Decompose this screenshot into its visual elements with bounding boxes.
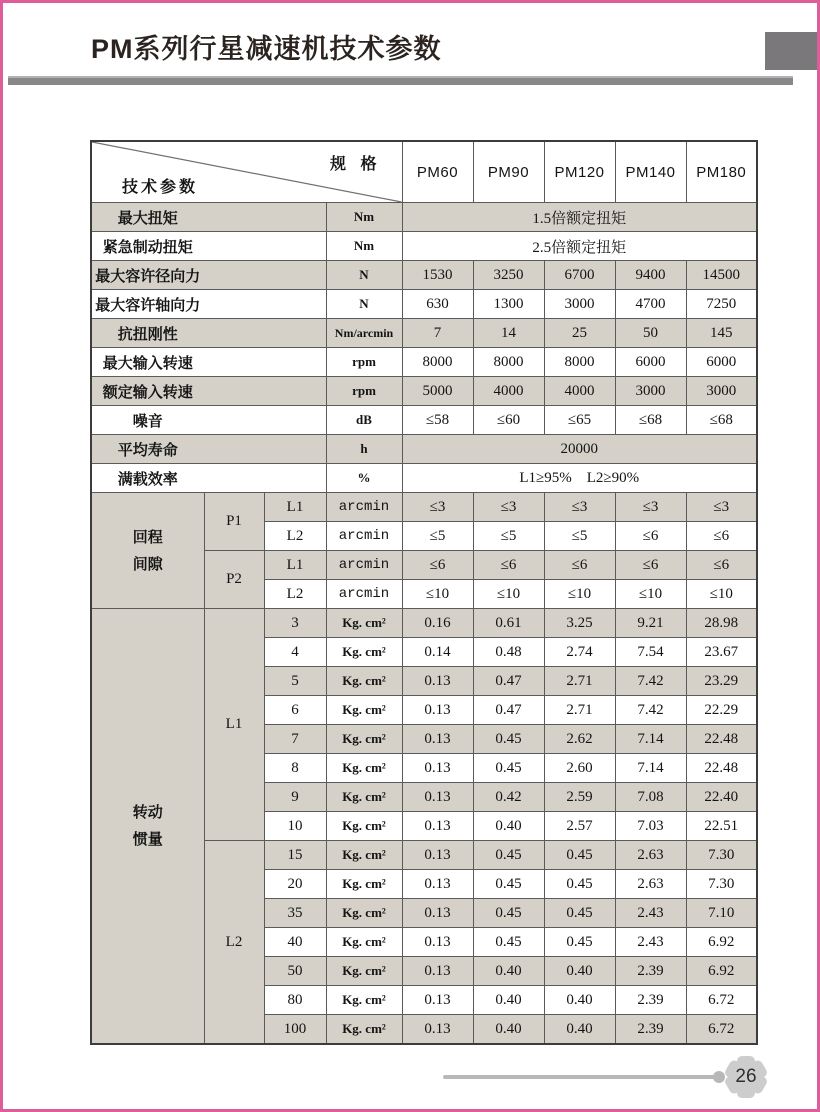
value-cell: 630 bbox=[402, 290, 473, 319]
section-label-inertia bbox=[91, 609, 204, 1045]
value-cell: 2.74 bbox=[544, 638, 615, 667]
value-cell: 2.60 bbox=[544, 754, 615, 783]
value-cell: 2.59 bbox=[544, 783, 615, 812]
table-row bbox=[91, 348, 757, 377]
unit-cell: Kg. cm² bbox=[326, 928, 402, 957]
value-cell: 6.92 bbox=[686, 928, 757, 957]
value-cell: 2.63 bbox=[615, 841, 686, 870]
value-cell: 3.25 bbox=[544, 609, 615, 638]
spec-table bbox=[90, 140, 758, 1045]
value-cell: 7.08 bbox=[615, 783, 686, 812]
table-row bbox=[91, 290, 757, 319]
row-label: 最大容许轴向力 bbox=[91, 290, 326, 319]
value-cell: 2.71 bbox=[544, 696, 615, 725]
value-cell: 7.54 bbox=[615, 638, 686, 667]
value-cell: 0.45 bbox=[544, 870, 615, 899]
table-row bbox=[91, 232, 757, 261]
grade-cell: P1 bbox=[204, 493, 264, 551]
value-cell: 3250 bbox=[473, 261, 544, 290]
unit-cell: Kg. cm² bbox=[326, 986, 402, 1015]
value-cell: ≤6 bbox=[402, 551, 473, 580]
value-cell: 0.45 bbox=[473, 841, 544, 870]
value-cell: 2.63 bbox=[615, 870, 686, 899]
ratio-cell: 50 bbox=[264, 957, 326, 986]
value-cell: 28.98 bbox=[686, 609, 757, 638]
grade-cell: L1 bbox=[204, 609, 264, 841]
stage-cell: L1 bbox=[264, 493, 326, 522]
table-row bbox=[91, 609, 757, 638]
model-header: PM120 bbox=[544, 141, 615, 203]
value-cell: ≤3 bbox=[402, 493, 473, 522]
value-cell: 22.48 bbox=[686, 725, 757, 754]
unit-cell: Kg. cm² bbox=[326, 812, 402, 841]
section-label-line: 间隙 bbox=[132, 555, 163, 573]
value-cell: 7 bbox=[402, 319, 473, 348]
value-cell: 0.13 bbox=[402, 986, 473, 1015]
unit-cell: Kg. cm² bbox=[326, 841, 402, 870]
table-row bbox=[91, 406, 757, 435]
value-cell: 6000 bbox=[686, 348, 757, 377]
diagonal-corner-cell bbox=[91, 141, 402, 203]
unit-cell: N bbox=[326, 261, 402, 290]
value-cell: L1≥95% L2≥90% bbox=[402, 464, 757, 493]
row-label: 紧急制动扭矩 bbox=[91, 232, 326, 261]
value-cell: 2.62 bbox=[544, 725, 615, 754]
value-cell: 6700 bbox=[544, 261, 615, 290]
value-cell: 7.42 bbox=[615, 667, 686, 696]
unit-cell: % bbox=[326, 464, 402, 493]
unit-cell: Kg. cm² bbox=[326, 667, 402, 696]
row-label: 噪音 bbox=[91, 406, 326, 435]
unit-cell: arcmin bbox=[326, 493, 402, 522]
value-cell: 7.03 bbox=[615, 812, 686, 841]
unit-cell: Kg. cm² bbox=[326, 957, 402, 986]
value-cell: ≤65 bbox=[544, 406, 615, 435]
unit-cell: Kg. cm² bbox=[326, 725, 402, 754]
value-cell: 8000 bbox=[402, 348, 473, 377]
table-row bbox=[91, 464, 757, 493]
unit-cell: rpm bbox=[326, 348, 402, 377]
value-cell: 7.10 bbox=[686, 899, 757, 928]
unit-cell: N bbox=[326, 290, 402, 319]
value-cell: 0.48 bbox=[473, 638, 544, 667]
value-cell: ≤3 bbox=[473, 493, 544, 522]
value-cell: ≤10 bbox=[473, 580, 544, 609]
corner-param-label: 技术参数 bbox=[122, 179, 199, 196]
row-label: 最大扭矩 bbox=[91, 203, 326, 232]
value-cell: 0.13 bbox=[402, 841, 473, 870]
value-cell: 0.13 bbox=[402, 754, 473, 783]
unit-cell: h bbox=[326, 435, 402, 464]
value-cell: 0.42 bbox=[473, 783, 544, 812]
unit-cell: Kg. cm² bbox=[326, 638, 402, 667]
page-number: 26 bbox=[735, 1066, 757, 1087]
table-header-row bbox=[91, 141, 757, 203]
model-header: PM140 bbox=[615, 141, 686, 203]
value-cell: 6.72 bbox=[686, 1015, 757, 1045]
value-cell: ≤10 bbox=[402, 580, 473, 609]
unit-cell: arcmin bbox=[326, 580, 402, 609]
unit-cell: Nm bbox=[326, 203, 402, 232]
value-cell: 0.45 bbox=[473, 870, 544, 899]
row-label: 满载效率 bbox=[91, 464, 326, 493]
value-cell: 6.72 bbox=[686, 986, 757, 1015]
value-cell: 20000 bbox=[402, 435, 757, 464]
value-cell: 22.48 bbox=[686, 754, 757, 783]
unit-cell: Kg. cm² bbox=[326, 783, 402, 812]
model-header: PM60 bbox=[402, 141, 473, 203]
ratio-cell: 80 bbox=[264, 986, 326, 1015]
unit-cell: Nm bbox=[326, 232, 402, 261]
value-cell: 2.39 bbox=[615, 986, 686, 1015]
value-cell: 1.5倍额定扭矩 bbox=[402, 203, 757, 232]
value-cell: 0.61 bbox=[473, 609, 544, 638]
table-row bbox=[91, 493, 757, 522]
value-cell: 0.40 bbox=[473, 1015, 544, 1045]
value-cell: ≤6 bbox=[615, 551, 686, 580]
table-row bbox=[91, 261, 757, 290]
stage-cell: L1 bbox=[264, 551, 326, 580]
value-cell: 4000 bbox=[544, 377, 615, 406]
ratio-cell: 3 bbox=[264, 609, 326, 638]
table-row bbox=[91, 435, 757, 464]
model-header: PM180 bbox=[686, 141, 757, 203]
value-cell: ≤60 bbox=[473, 406, 544, 435]
value-cell: 8000 bbox=[544, 348, 615, 377]
value-cell: ≤3 bbox=[544, 493, 615, 522]
row-label: 最大输入转速 bbox=[91, 348, 326, 377]
value-cell: 0.40 bbox=[473, 986, 544, 1015]
value-cell: ≤10 bbox=[686, 580, 757, 609]
stage-cell: L2 bbox=[264, 522, 326, 551]
value-cell: 2.43 bbox=[615, 928, 686, 957]
value-cell: 0.13 bbox=[402, 725, 473, 754]
table-row bbox=[91, 377, 757, 406]
unit-cell: Kg. cm² bbox=[326, 609, 402, 638]
ratio-cell: 10 bbox=[264, 812, 326, 841]
value-cell: 9.21 bbox=[615, 609, 686, 638]
unit-cell: Nm/arcmin bbox=[326, 319, 402, 348]
grade-cell: L2 bbox=[204, 841, 264, 1045]
unit-cell: Kg. cm² bbox=[326, 1015, 402, 1045]
value-cell: 25 bbox=[544, 319, 615, 348]
section-label-line: 惯量 bbox=[132, 831, 163, 848]
value-cell: 0.47 bbox=[473, 667, 544, 696]
value-cell: 0.13 bbox=[402, 812, 473, 841]
ratio-cell: 4 bbox=[264, 638, 326, 667]
value-cell: 50 bbox=[615, 319, 686, 348]
value-cell: 7.30 bbox=[686, 841, 757, 870]
ratio-cell: 8 bbox=[264, 754, 326, 783]
value-cell: 0.13 bbox=[402, 957, 473, 986]
value-cell: 22.40 bbox=[686, 783, 757, 812]
value-cell: 0.40 bbox=[544, 957, 615, 986]
value-cell: ≤58 bbox=[402, 406, 473, 435]
value-cell: ≤6 bbox=[473, 551, 544, 580]
value-cell: ≤5 bbox=[544, 522, 615, 551]
value-cell: 3000 bbox=[686, 377, 757, 406]
unit-cell: Kg. cm² bbox=[326, 696, 402, 725]
value-cell: 0.40 bbox=[473, 957, 544, 986]
value-cell: ≤68 bbox=[615, 406, 686, 435]
ratio-cell: 100 bbox=[264, 1015, 326, 1045]
value-cell: ≤6 bbox=[544, 551, 615, 580]
ratio-cell: 7 bbox=[264, 725, 326, 754]
value-cell: 3000 bbox=[544, 290, 615, 319]
value-cell: 0.13 bbox=[402, 870, 473, 899]
value-cell: 7.14 bbox=[615, 754, 686, 783]
value-cell: 0.45 bbox=[473, 725, 544, 754]
value-cell: 7250 bbox=[686, 290, 757, 319]
value-cell: 22.29 bbox=[686, 696, 757, 725]
value-cell: 7.42 bbox=[615, 696, 686, 725]
value-cell: 0.47 bbox=[473, 696, 544, 725]
value-cell: 2.71 bbox=[544, 667, 615, 696]
value-cell: 0.45 bbox=[473, 754, 544, 783]
ratio-cell: 5 bbox=[264, 667, 326, 696]
value-cell: 9400 bbox=[615, 261, 686, 290]
value-cell: ≤6 bbox=[686, 551, 757, 580]
value-cell: 2.57 bbox=[544, 812, 615, 841]
value-cell: 3000 bbox=[615, 377, 686, 406]
value-cell: 2.39 bbox=[615, 1015, 686, 1045]
corner-spec-label: 规 格 bbox=[330, 156, 382, 173]
value-cell: 0.16 bbox=[402, 609, 473, 638]
row-label: 平均寿命 bbox=[91, 435, 326, 464]
value-cell: 0.14 bbox=[402, 638, 473, 667]
value-cell: 0.13 bbox=[402, 783, 473, 812]
value-cell: 23.29 bbox=[686, 667, 757, 696]
value-cell: 14 bbox=[473, 319, 544, 348]
value-cell: 0.13 bbox=[402, 667, 473, 696]
value-cell: ≤10 bbox=[615, 580, 686, 609]
value-cell: ≤68 bbox=[686, 406, 757, 435]
value-cell: 0.13 bbox=[402, 696, 473, 725]
value-cell: 0.13 bbox=[402, 928, 473, 957]
table-row bbox=[91, 319, 757, 348]
value-cell: 0.40 bbox=[544, 986, 615, 1015]
section-label-backlash bbox=[91, 493, 204, 609]
value-cell: 2.43 bbox=[615, 899, 686, 928]
value-cell: 0.40 bbox=[544, 1015, 615, 1045]
section-label-line: 回程 bbox=[132, 528, 163, 546]
ratio-cell: 15 bbox=[264, 841, 326, 870]
value-cell: 0.13 bbox=[402, 1015, 473, 1045]
unit-cell: arcmin bbox=[326, 522, 402, 551]
value-cell: 23.67 bbox=[686, 638, 757, 667]
unit-cell: Kg. cm² bbox=[326, 754, 402, 783]
value-cell: 1300 bbox=[473, 290, 544, 319]
row-label: 最大容许径向力 bbox=[91, 261, 326, 290]
value-cell: 0.45 bbox=[544, 899, 615, 928]
value-cell: 0.45 bbox=[473, 928, 544, 957]
value-cell: ≤5 bbox=[473, 522, 544, 551]
ratio-cell: 20 bbox=[264, 870, 326, 899]
value-cell: ≤5 bbox=[402, 522, 473, 551]
footer-rule bbox=[443, 1075, 717, 1079]
value-cell: 8000 bbox=[473, 348, 544, 377]
value-cell: ≤10 bbox=[544, 580, 615, 609]
value-cell: ≤6 bbox=[686, 522, 757, 551]
value-cell: 0.45 bbox=[544, 928, 615, 957]
unit-cell: rpm bbox=[326, 377, 402, 406]
value-cell: 7.14 bbox=[615, 725, 686, 754]
value-cell: 145 bbox=[686, 319, 757, 348]
ratio-cell: 9 bbox=[264, 783, 326, 812]
ratio-cell: 40 bbox=[264, 928, 326, 957]
stage-cell: L2 bbox=[264, 580, 326, 609]
title-divider-bar bbox=[8, 76, 793, 85]
row-label: 额定输入转速 bbox=[91, 377, 326, 406]
ratio-cell: 6 bbox=[264, 696, 326, 725]
corner-decoration-block bbox=[765, 32, 818, 70]
value-cell: 0.45 bbox=[544, 841, 615, 870]
value-cell: 0.40 bbox=[473, 812, 544, 841]
value-cell: ≤6 bbox=[615, 522, 686, 551]
page-title: PM系列行星减速机技术参数 bbox=[91, 34, 442, 64]
value-cell: 2.39 bbox=[615, 957, 686, 986]
value-cell: 6.92 bbox=[686, 957, 757, 986]
ratio-cell: 35 bbox=[264, 899, 326, 928]
value-cell: 14500 bbox=[686, 261, 757, 290]
value-cell: ≤3 bbox=[615, 493, 686, 522]
value-cell: 0.13 bbox=[402, 899, 473, 928]
value-cell: 0.45 bbox=[473, 899, 544, 928]
value-cell: ≤3 bbox=[686, 493, 757, 522]
value-cell: 1530 bbox=[402, 261, 473, 290]
value-cell: 5000 bbox=[402, 377, 473, 406]
value-cell: 4000 bbox=[473, 377, 544, 406]
value-cell: 4700 bbox=[615, 290, 686, 319]
unit-cell: Kg. cm² bbox=[326, 870, 402, 899]
model-header: PM90 bbox=[473, 141, 544, 203]
value-cell: 7.30 bbox=[686, 870, 757, 899]
unit-cell: arcmin bbox=[326, 551, 402, 580]
unit-cell: Kg. cm² bbox=[326, 899, 402, 928]
grade-cell: P2 bbox=[204, 551, 264, 609]
row-label: 抗扭刚性 bbox=[91, 319, 326, 348]
value-cell: 2.5倍额定扭矩 bbox=[402, 232, 757, 261]
table-row bbox=[91, 203, 757, 232]
unit-cell: dB bbox=[326, 406, 402, 435]
value-cell: 22.51 bbox=[686, 812, 757, 841]
value-cell: 6000 bbox=[615, 348, 686, 377]
section-label-line: 转动 bbox=[132, 804, 163, 821]
